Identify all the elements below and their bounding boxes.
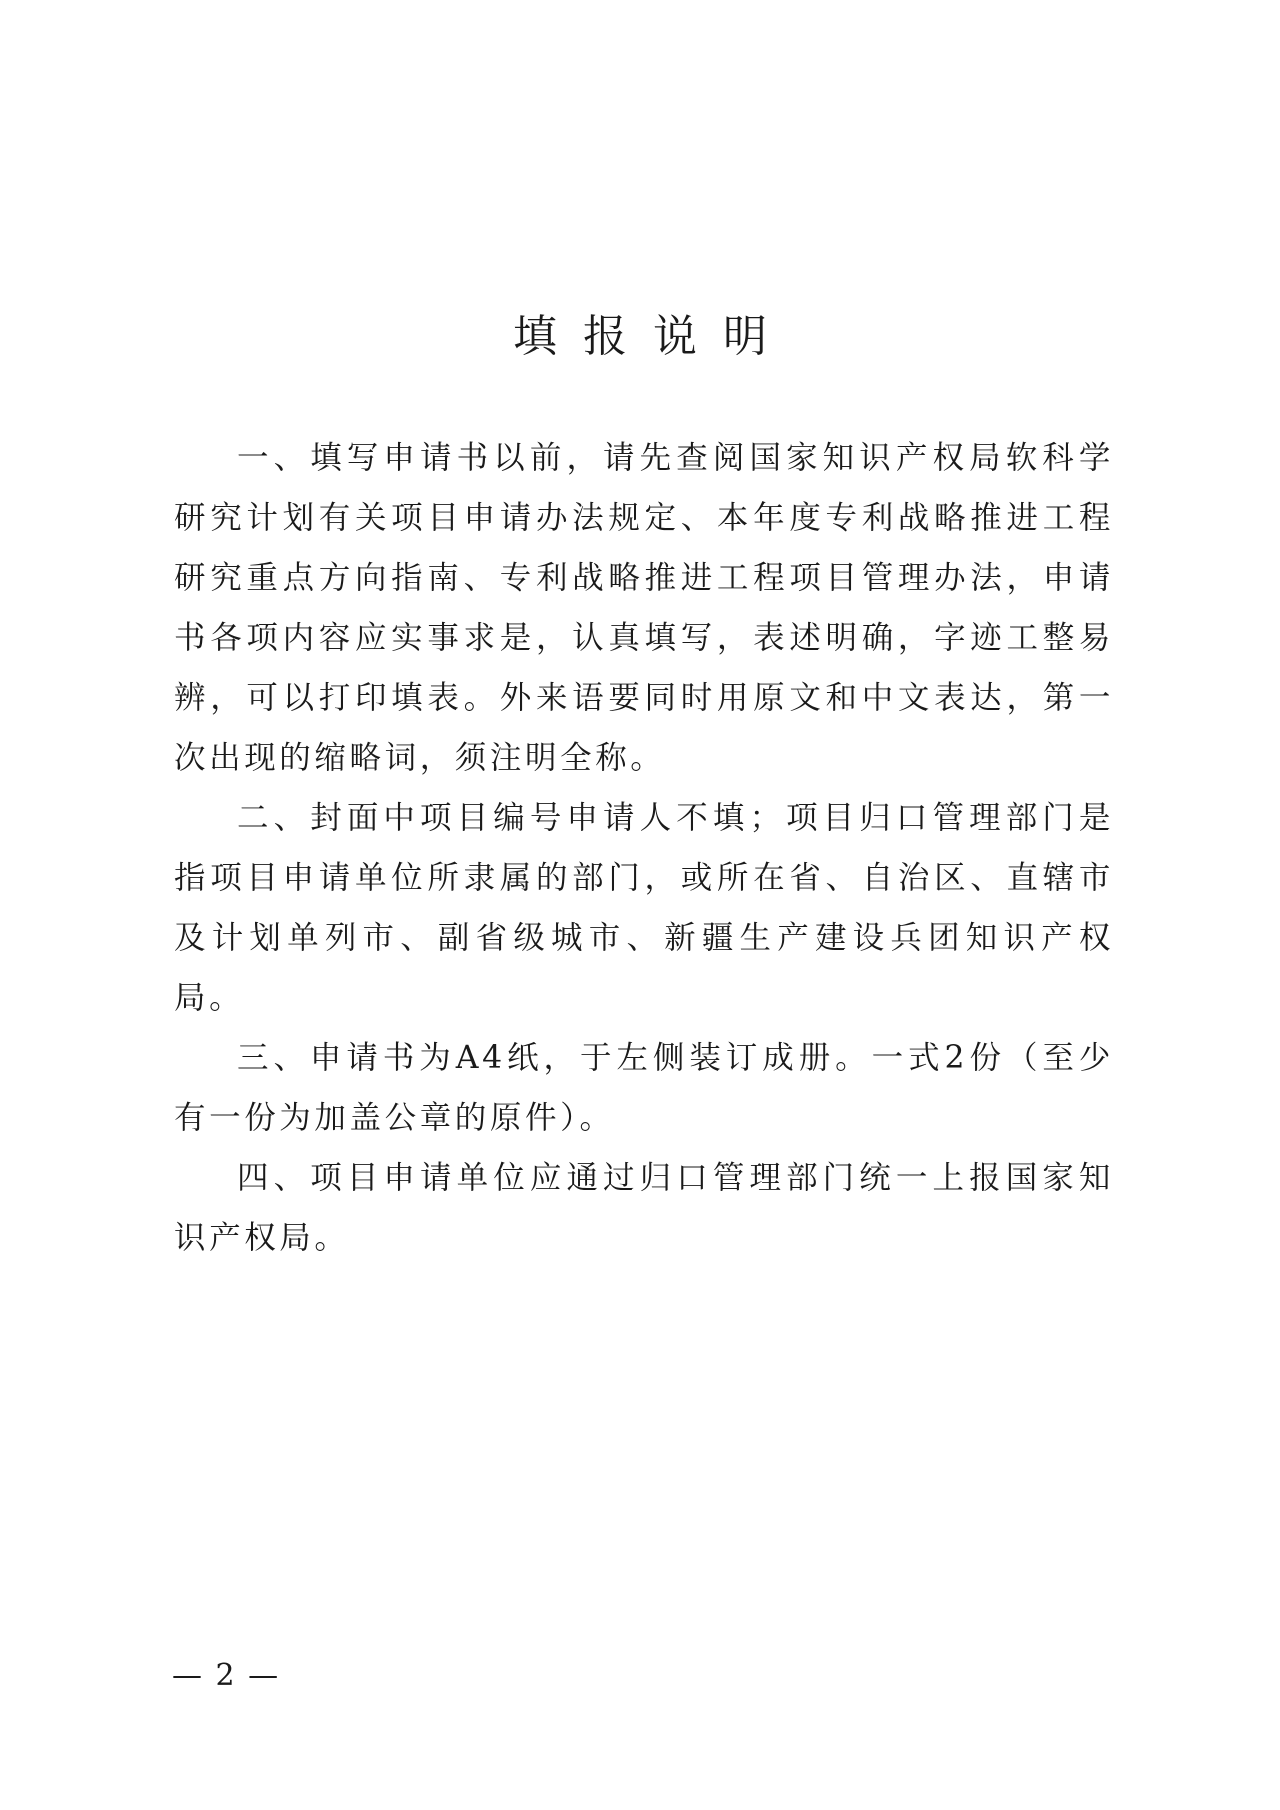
instruction-paragraph-2: 二、封面中项目编号申请人不填；项目归口管理部门是指项目申请单位所隶属的部门，或所在省、自治区、直辖市及计划单列市、副省级城市、新疆生产建设兵团知识产权局。 bbox=[174, 800, 1114, 1016]
instruction-paragraph-4: 四、项目申请单位应通过归口管理部门统一上报国家知识产权局。 bbox=[174, 1160, 1114, 1256]
instructions-body bbox=[174, 428, 1114, 1268]
page-number: — 2 — bbox=[172, 1658, 281, 1693]
instruction-paragraph-1: 一、填写申请书以前，请先查阅国家知识产权局软科学研究计划有关项目申请办法规定、本年度专利战略推进工程研究重点方向指南、专利战略推进工程项目管理办法，申请书各项内容应实事求是，认真填写，表述明确，字迹工整易辨，可以打印填表。外来语要同时用原文和中文表达，第一次出现的缩略词，须注明全称。 bbox=[174, 440, 1114, 776]
instruction-paragraph-3: 三、申请书为A4纸，于左侧装订成册。一式2份（至少有一份为加盖公章的原件）。 bbox=[174, 1040, 1114, 1136]
page-title: 填报说明 bbox=[513, 311, 793, 362]
